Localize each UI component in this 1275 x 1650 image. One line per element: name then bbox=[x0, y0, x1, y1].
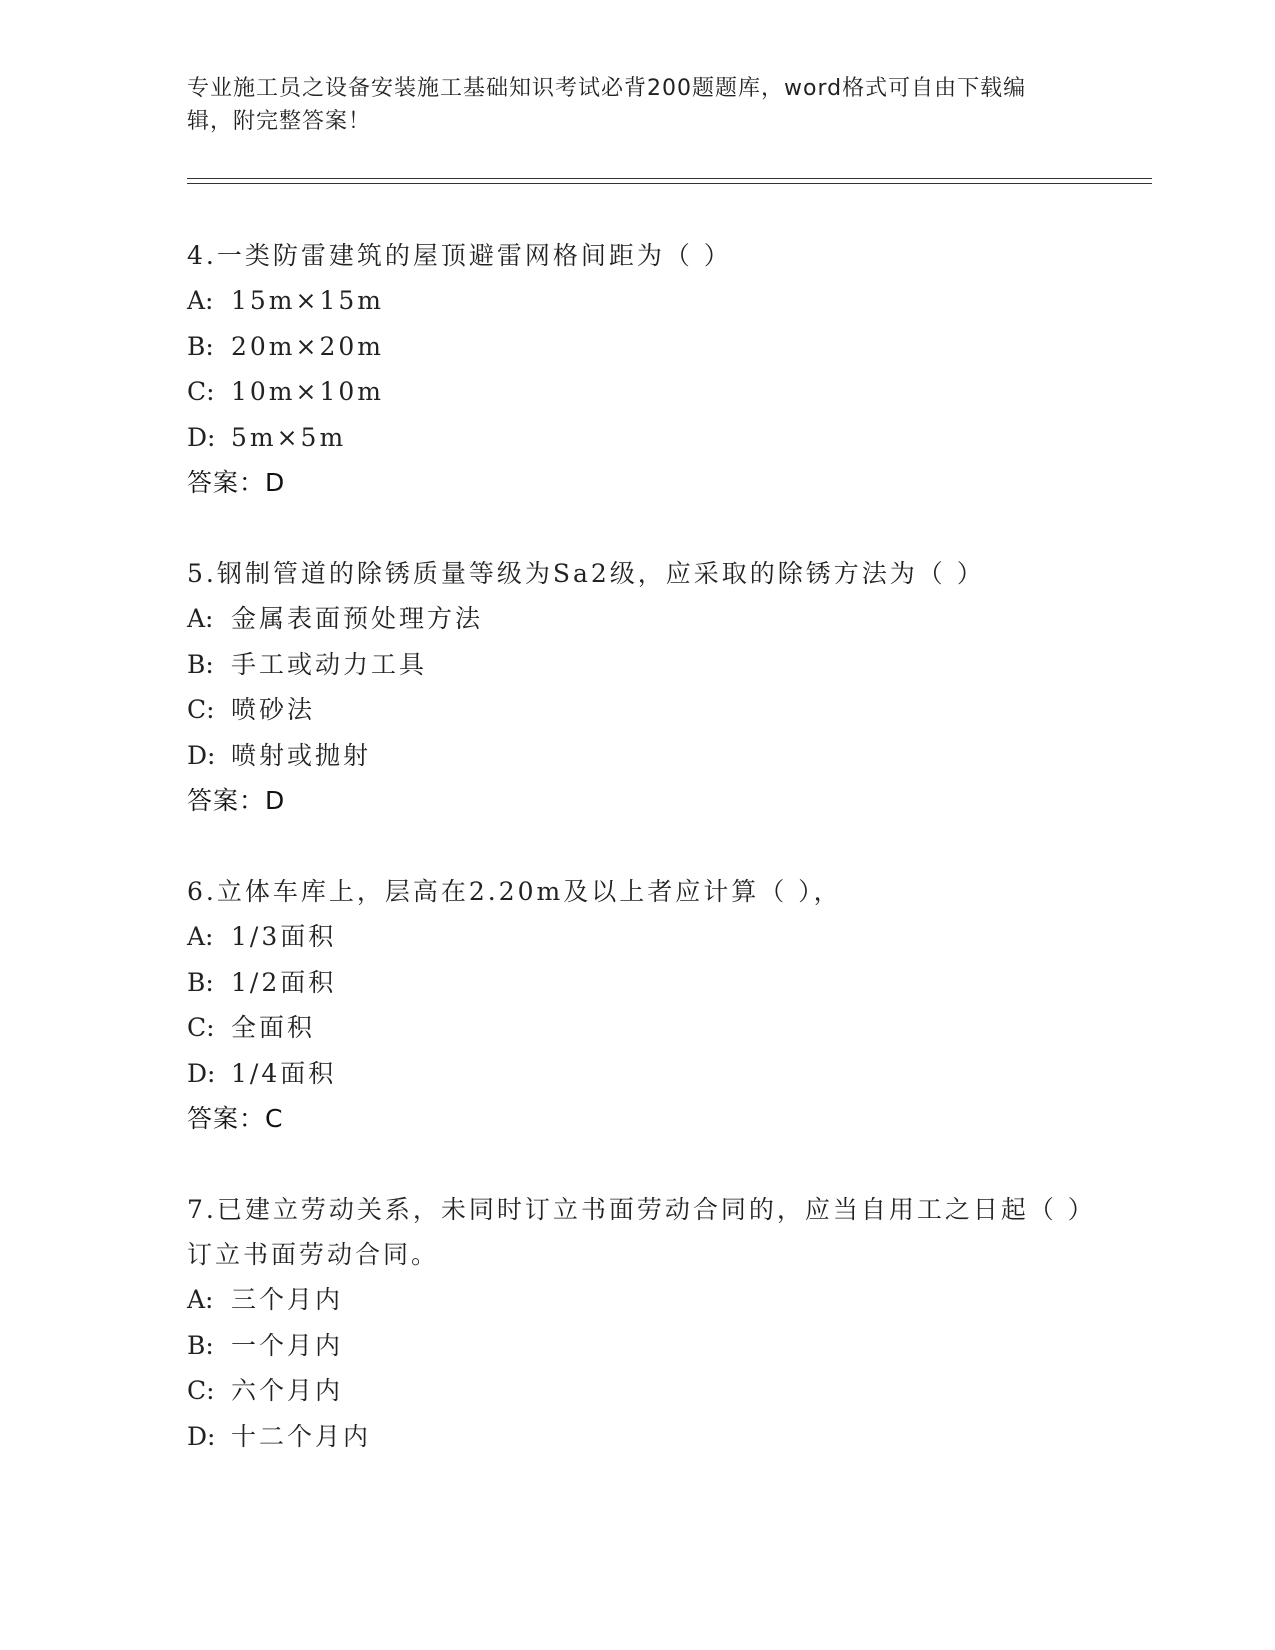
option-text: 喷砂法 bbox=[231, 695, 316, 724]
answer: 答案：D bbox=[187, 468, 286, 497]
option-letter: C: bbox=[187, 695, 215, 724]
header-divider-bottom bbox=[187, 183, 1152, 184]
question-4 bbox=[187, 233, 1087, 505]
option-text: 1/2面积 bbox=[231, 967, 337, 997]
option-text: 一个月内 bbox=[231, 1330, 344, 1360]
option-letter: C: bbox=[187, 1013, 215, 1042]
option-text: 1/4面积 bbox=[231, 1058, 337, 1088]
option-letter: C: bbox=[187, 1376, 215, 1405]
option-text: 15m×15m bbox=[231, 286, 384, 315]
header-divider-top bbox=[187, 178, 1152, 179]
question-text: 7.已建立劳动关系，未同时订立书面劳动合同的，应当自用工之日起（ ）订立书面劳动合同。 bbox=[187, 1195, 1084, 1269]
option-c bbox=[187, 687, 1087, 733]
question-text: 6.立体车库上，层高在2.20m及以上者应计算（ ）， bbox=[187, 877, 842, 906]
option-text: 10m×10m bbox=[231, 377, 384, 406]
option-text: 5m×5m bbox=[231, 422, 347, 452]
option-letter: D: bbox=[187, 422, 216, 452]
option-text: 20m×20m bbox=[231, 331, 384, 361]
header-title: 专业施工员之设备安装施工基础知识考试必背200题题库，word格式可自由下载编辑，附完整答案！ bbox=[187, 76, 1027, 134]
answer: 答案：D bbox=[187, 786, 286, 815]
option-letter: D: bbox=[187, 740, 216, 770]
option-letter: B: bbox=[187, 967, 214, 997]
option-b bbox=[187, 324, 1087, 370]
option-text: 全面积 bbox=[231, 1013, 316, 1042]
option-letter: A: bbox=[187, 922, 214, 951]
option-c bbox=[187, 369, 1087, 415]
option-c bbox=[187, 1368, 1087, 1414]
option-letter: A: bbox=[187, 286, 214, 315]
option-letter: A: bbox=[187, 1285, 214, 1314]
option-d bbox=[187, 733, 1087, 779]
option-letter: A: bbox=[187, 604, 214, 633]
option-text: 金属表面预处理方法 bbox=[231, 604, 484, 633]
option-c bbox=[187, 1005, 1087, 1051]
question-5 bbox=[187, 551, 1087, 823]
option-letter: D: bbox=[187, 1058, 216, 1088]
option-d bbox=[187, 1414, 1087, 1460]
option-b bbox=[187, 960, 1087, 1006]
option-b bbox=[187, 1323, 1087, 1369]
option-d bbox=[187, 415, 1087, 461]
option-a bbox=[187, 1277, 1087, 1323]
option-d bbox=[187, 1051, 1087, 1097]
question-7 bbox=[187, 1187, 1087, 1459]
option-text: 手工或动力工具 bbox=[231, 649, 428, 679]
option-text: 六个月内 bbox=[231, 1376, 344, 1405]
option-letter: C: bbox=[187, 377, 215, 406]
option-a bbox=[187, 596, 1087, 642]
option-letter: B: bbox=[187, 1330, 214, 1360]
option-text: 十二个月内 bbox=[231, 1421, 372, 1451]
question-text: 4.一类防雷建筑的屋顶避雷网格间距为（ ） bbox=[187, 241, 732, 270]
document-header bbox=[187, 72, 1067, 138]
question-text: 5.钢制管道的除锈质量等级为Sa2级，应采取的除锈方法为（ ） bbox=[187, 559, 985, 588]
question-6 bbox=[187, 869, 1087, 1141]
option-a bbox=[187, 914, 1087, 960]
option-text: 喷射或抛射 bbox=[231, 740, 372, 770]
option-text: 三个月内 bbox=[231, 1285, 344, 1314]
option-b bbox=[187, 642, 1087, 688]
option-text: 1/3面积 bbox=[231, 922, 337, 951]
answer: 答案：C bbox=[187, 1104, 284, 1133]
option-letter: B: bbox=[187, 649, 214, 679]
option-letter: B: bbox=[187, 331, 214, 361]
option-letter: D: bbox=[187, 1421, 216, 1451]
option-a bbox=[187, 278, 1087, 324]
